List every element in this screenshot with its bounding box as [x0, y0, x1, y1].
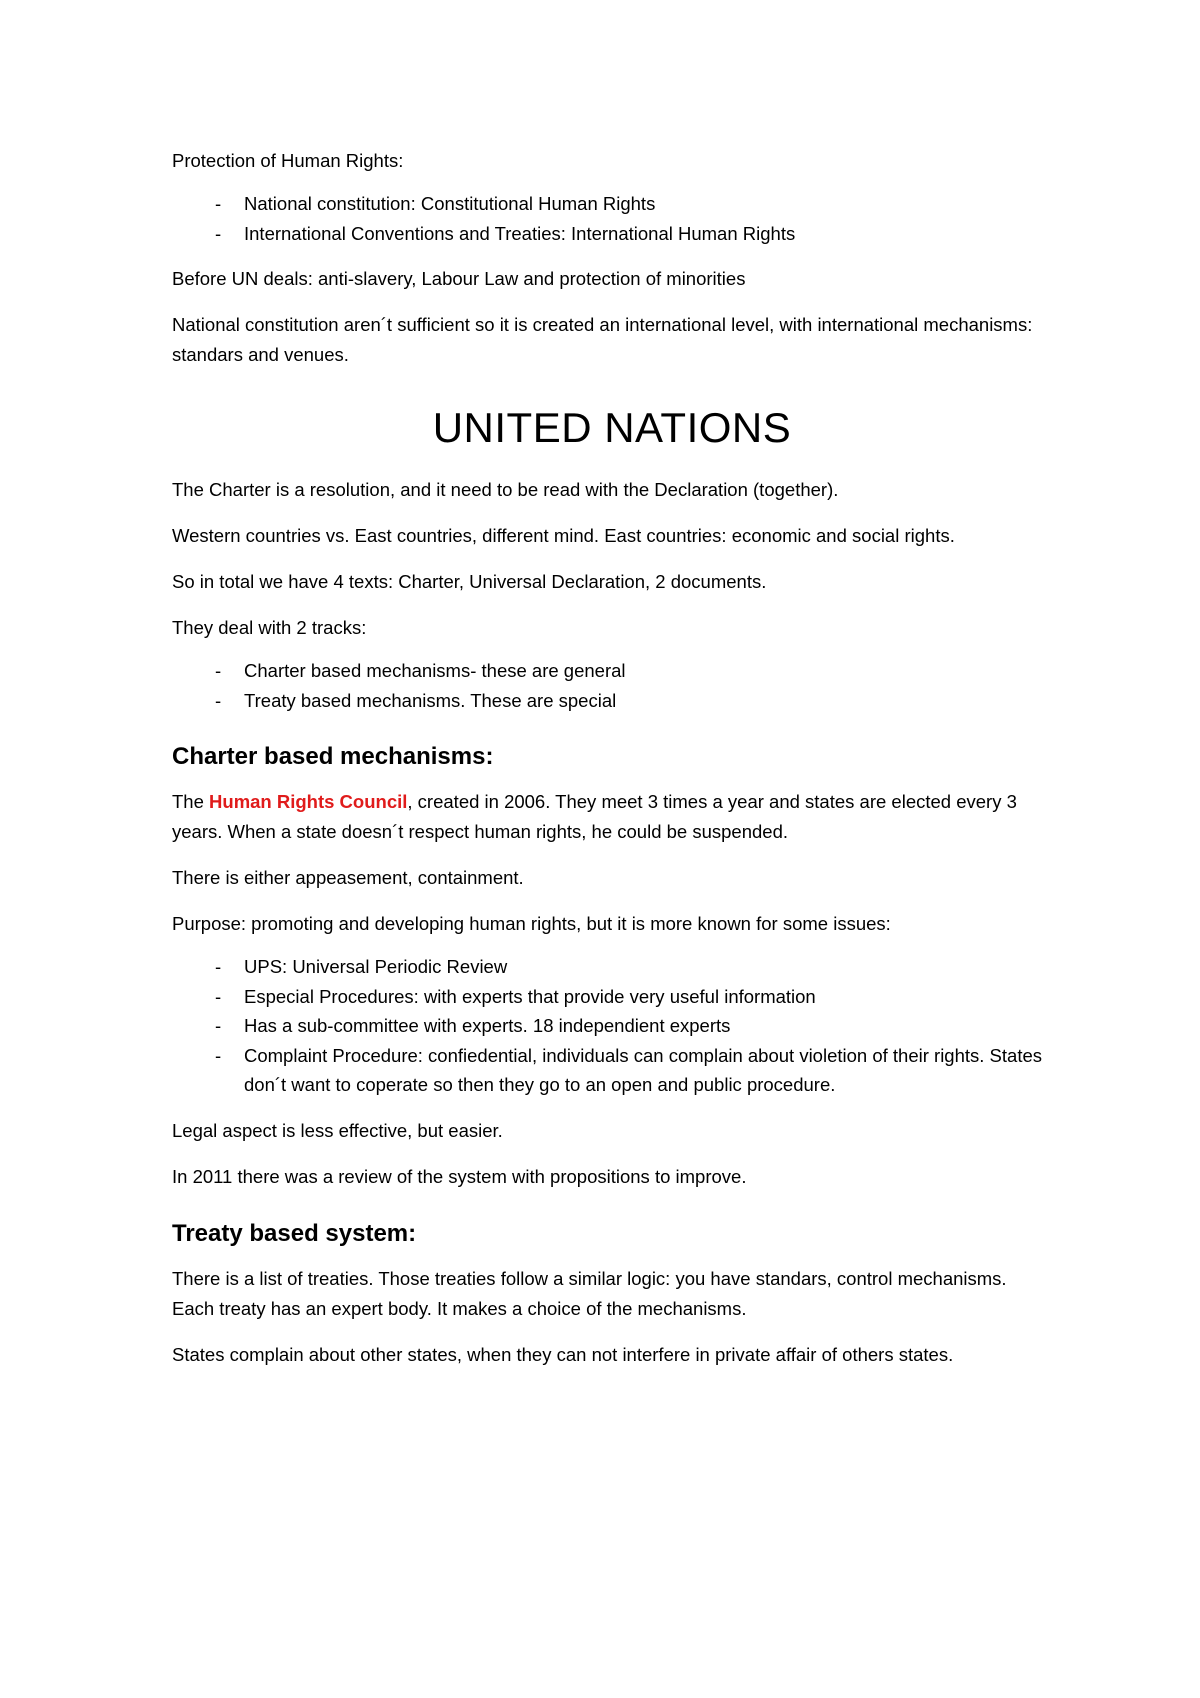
- intro-heading: Protection of Human Rights:: [172, 150, 404, 171]
- tracks-list: [172, 656, 1052, 715]
- section-heading-treaty: Treaty based system:: [172, 1219, 417, 1247]
- charter-paragraph: In 2011 there was a review of the system with propositions to improve.: [172, 1165, 747, 1187]
- document-body: [172, 146, 1052, 1370]
- charter-paragraph: Legal aspect is less effective, but easier.: [172, 1119, 503, 1141]
- list-item: - Has a sub-committee with experts. 18 independient experts: [172, 1011, 1052, 1041]
- treaty-paragraph: There is a list of treaties. Those treaties follow a similar logic: you have standars, control mechanisms. Each treaty has an expert body. It makes a choice of the mechanisms.: [172, 1267, 1007, 1319]
- list-item: - Especial Procedures: with experts that provide very useful information: [172, 982, 1052, 1012]
- hrc-prefix: The: [172, 791, 210, 812]
- intro-paragraph: Before UN deals: anti-slavery, Labour Law and protection of minorities: [172, 268, 746, 289]
- intro-paragraph: National constitution aren´t sufficient so it is created an international level, with international mechanisms: standars and venues.: [172, 314, 1033, 365]
- section-title-united-nations: UNITED NATIONS: [432, 404, 792, 451]
- charter-issues-list: [172, 952, 1052, 1100]
- intro-list: [172, 189, 1052, 248]
- charter-paragraph: Purpose: promoting and developing human rights, but it is more known for some issues:: [172, 913, 891, 934]
- section-heading-charter: Charter based mechanisms:: [172, 743, 494, 770]
- un-paragraph: Western countries vs. East countries, different mind. East countries: economic and social rights.: [172, 525, 955, 546]
- un-paragraph: The Charter is a resolution, and it need to be read with the Declaration (together).: [172, 479, 839, 500]
- hrc-rest: , created in 2006. They meet 3 times a year and states are elected every 3 years. When a state doesn´t respect human rights, he could be suspended.: [172, 791, 1017, 842]
- charter-paragraph: There is either appeasement, containment.: [172, 867, 524, 888]
- un-paragraph: They deal with 2 tracks:: [172, 617, 367, 638]
- treaty-paragraph: States complain about other states, when they can not interfere in private affair of others states.: [172, 1343, 954, 1365]
- hrc-highlight: Human Rights Council: [209, 791, 408, 812]
- list-item: - National constitution: Constitutional Human Rights: [172, 189, 1052, 219]
- list-item: - International Conventions and Treaties: International Human Rights: [172, 219, 1052, 249]
- list-item: - UPS: Universal Periodic Review: [172, 952, 1052, 982]
- hrc-paragraph: [172, 787, 1052, 847]
- list-item: - Treaty based mechanisms. These are special: [172, 686, 1052, 716]
- list-item: - Complaint Procedure: confiedential, individuals can complain about violetion of their rights. States don´t want to coperate so then they go to an open and public procedure.: [172, 1041, 1052, 1100]
- list-item: - Charter based mechanisms- these are general: [172, 656, 1052, 686]
- un-paragraph: So in total we have 4 texts: Charter, Universal Declaration, 2 documents.: [172, 571, 767, 592]
